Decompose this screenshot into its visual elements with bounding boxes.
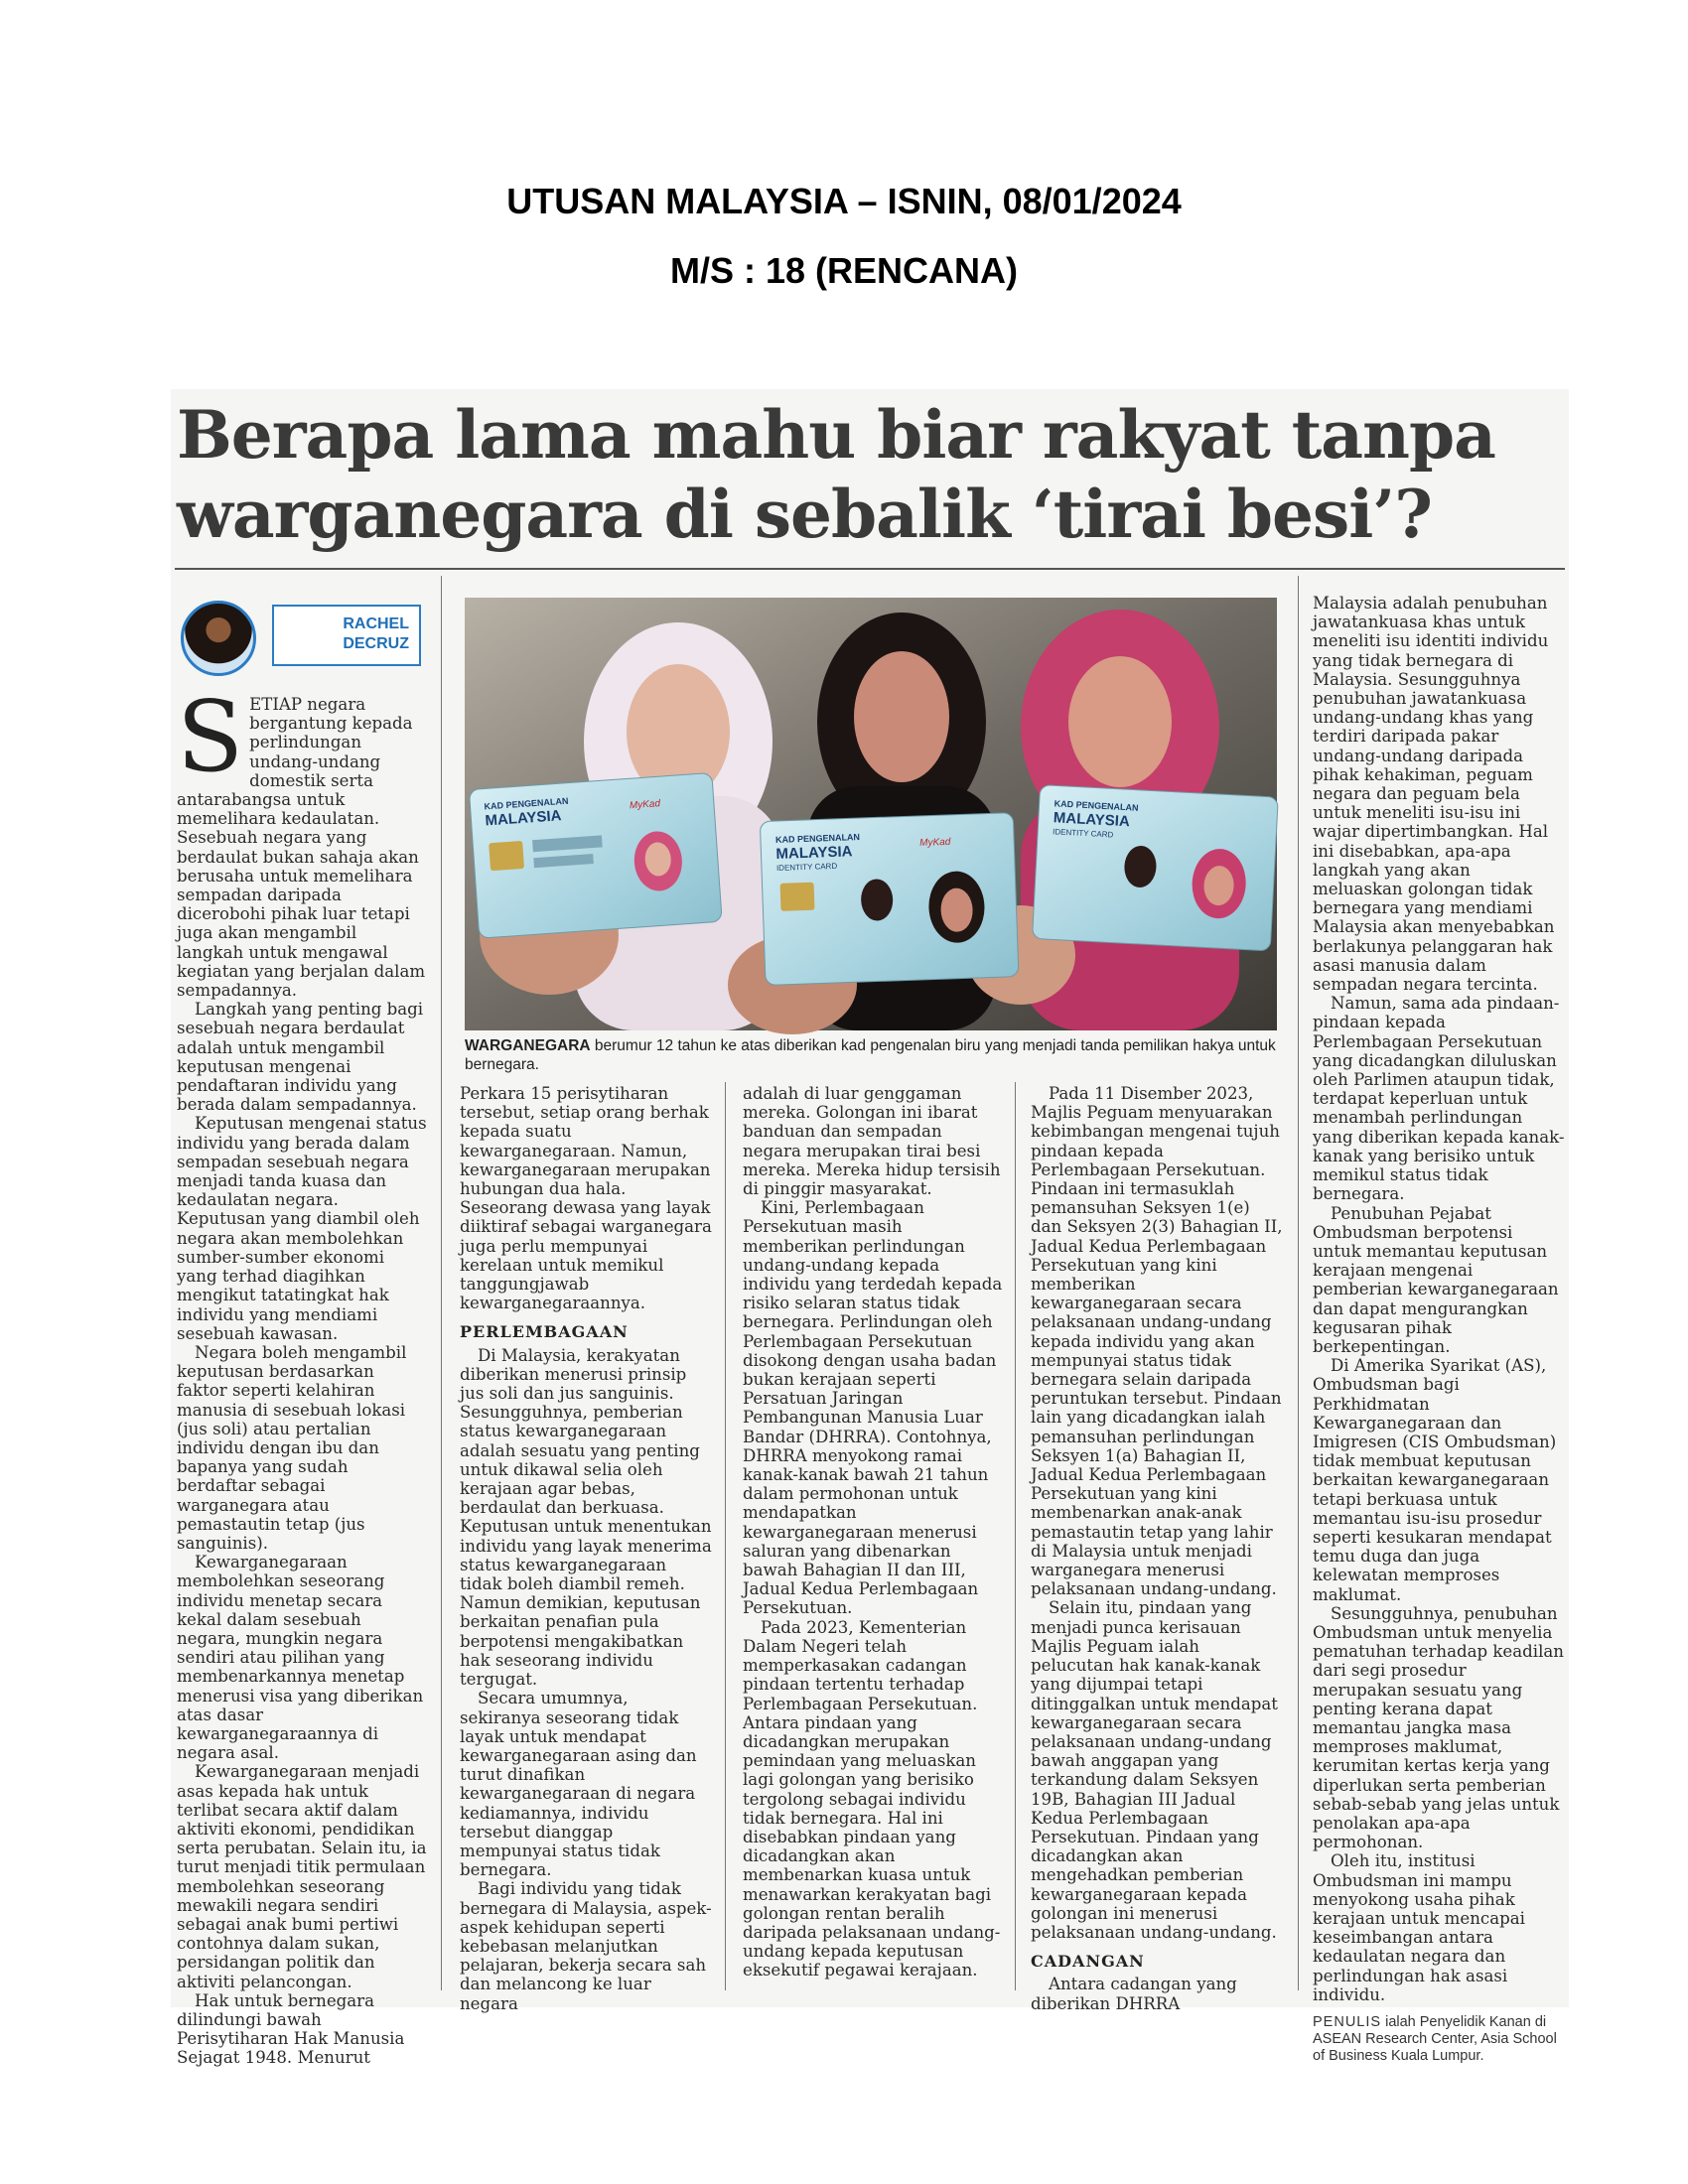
paragraph: Kini, Perlembagaan Persekutuan masih memberikan perlindungan undang-undang kepada individu yang terdedah kepada risiko selaran status tidak bernegara. Perlindungan oleh Perlembagaan Persekutuan disokong dengan usaha badan bukan kerajaan seperti Persatuan Jaringan Pembangunan Manusia Luar Bandar (DHRRA). Contohnya, DHRRA menyokong ramai kanak-kanak bawah 21 tahun dalam permohonan untuk mendapatkan kewarganegaraan menerusi saluran yang dibenarkan bawah Bahagian II dan III, Jadual Kedua Perlembagaan Persekutuan. (743, 1198, 1003, 1618)
column-rule (1298, 576, 1299, 1990)
paragraph: Pada 11 Disember 2023, Majlis Peguam menyuarakan kebimbangan mengenai tujuh pindaan kepada Perlembagaan Persekutuan. Pindaan ini termasuklah pemansuhan Seksyen 1(e) dan Seksyen 2(3) Bahagian II, Jadual Kedua Perlembagaan Persekutuan yang kini memberikan kewarganegaraan secara pelaksanaan undang-undang kepada individu yang akan mempunyai status tidak bernegara selain daripada peruntukan tersebut. Pindaan lain yang dicadangkan ialah pemansuhan perlindungan Seksyen 1(a) Bahagian II, Jadual Kedua Perlembagaan Persekutuan yang kini membenarkan anak-anak pemastautin tetap yang lahir di Malaysia untuk menjadi warganegara menerusi pelaksanaan undang-undang. (1031, 1084, 1283, 1599)
author-name-box (272, 605, 421, 666)
paragraph: adalah di luar genggaman mereka. Golongan ini ibarat banduan dan sempadan negara merupakan tirai besi mereka. Mereka hidup tersisih di pinggir masyarakat. (743, 1084, 1001, 1199)
paragraph: Oleh itu, institusi Ombudsman ini mampu menyokong usaha pihak kerajaan untuk mencapai keseimbangan antara kedaulatan negara dan perlindungan hak asasi individu. (1313, 1851, 1525, 2004)
paragraph: Langkah yang penting bagi sesebuah negara berdaulat adalah untuk mengambil keputusan mengenai pendaftaran individu yang berada dalam sempadannya. (177, 1000, 424, 1115)
paragraph: Kewarganegaraan menjadi asas kepada hak untuk terlibat secara aktif dalam aktiviti ekonomi, pendidikan serta perubatan. Selain itu, ia turut menjadi titik permulaan membolehkan seseorang mewakili negara sendiri sebagai anak bumi pertiwi contohnya dalam sukan, persidangan politik dan aktiviti pelancongan. (177, 1762, 427, 1991)
paragraph: Pada 2023, Kementerian Dalam Negeri telah memperkasakan cadangan pindaan tertentu terhadap Perlembagaan Persekutuan. Antara pindaan yang dicadangkan merupakan pemindaan yang meluaskan lagi golongan yang berisiko tergolong sebagai individu tidak bernegara. Hal ini disebabkan pindaan yang dicadangkan akan membenarkan kuasa untuk menawarkan kerakyatan bagi golongan rentan beralih daripada pelaksanaan undang-undang kepada keputusan eksekutif pegawai kerajaan. (743, 1617, 1001, 1980)
author-byline (179, 599, 421, 676)
paragraph: Secara umumnya, sekiranya seseorang tidak layak untuk mendapat kewarganegaraan asing dan turut dinafikan kewarganegaraan di negara kediamannya, individu tersebut dianggap mempunyai status tidak bernegara. (460, 1689, 697, 1880)
svg-text:KAD PENGENALAN: KAD PENGENALAN (484, 795, 569, 812)
article-column-4 (1031, 1084, 1285, 2013)
svg-text:IDENTITY CARD: IDENTITY CARD (1052, 827, 1114, 840)
paragraph: Malaysia adalah penubuhan jawatankuasa khas untuk meneliti isu identiti individu yang tidak bernegara di Malaysia. Sesungguhnya penubuhan jawatankuasa undang-undang khas yang terdiri daripada pakar undang-undang daripada pihak kehakiman, peguam negara dan peguam bela untuk meneliti isu-isu ini wajar dipertimbangkan. Hal ini disebabkan, apa-apa langkah yang akan meluaskan golongan tidak bernegara yang mendiami Malaysia akan menyebabkan berlakunya pelanggaran hak asasi manusia dalam sempadan negara tercinta. (1313, 594, 1555, 995)
section-heading: CADANGAN (1031, 1952, 1145, 1972)
svg-text:KAD PENGENALAN: KAD PENGENALAN (774, 832, 861, 845)
article-column-5 (1313, 594, 1565, 2065)
paragraph: ETIAP negara bergantung kepada perlindungan undang-undang domestik serta antarabangsa untuk memelihara kedaulatan. Sesebuah negara yang berdaulat bukan sahaja akan berusaha untuk memelihara sempadan daripada dicerobohi pihak luar tetapi juga akan mengambil langkah untuk mengawal kegiatan yang berjalan dalam sempadannya. (177, 695, 426, 1001)
svg-text:MALAYSIA: MALAYSIA (485, 807, 562, 830)
paragraph: Negara boleh mengambil keputusan berdasarkan faktor seperti kelahiran manusia di sesebuah lokasi (jus soli) atau pertalian individu dengan ibu dan bapanya yang sudah berdaftar sebagai warganegara atau pemastautin tetap (jus sanguinis). (177, 1342, 407, 1553)
article-column-1 (177, 681, 427, 2068)
svg-text:MyKad: MyKad (629, 798, 661, 812)
article-column-2 (460, 1084, 713, 2013)
headline-line-2: warganegara di sebalik ‘tirai besi’? (177, 476, 1432, 553)
identity-card-1 (469, 772, 722, 938)
identity-card-2 (760, 813, 1019, 986)
svg-text:MyKad: MyKad (919, 836, 951, 849)
paragraph: Di Amerika Syarikat (AS), Ombudsman bagi Perkhidmatan Kewarganegaraan dan Imigresen (CIS Ombudsman) tidak membuat keputusan berkaitan kewarganegaraan tetapi berkuasa untuk memantau isu-isu prosedur seperti kesukaran mendapat temu duga dan juga kelewatan memproses maklumat. (1313, 1356, 1557, 1604)
paragraph: Keputusan mengenai status individu yang berada dalam sempadan sesebuah negara menjadi tanda kuasa dan kedaulatan negara. Keputusan yang diambil oleh negara akan membolehkan sumber-sumber ekonomi yang terhad diagihkan mengikut tatatingkat hak individu yang mendiami sesebuah kawasan. (177, 1114, 427, 1343)
author-avatar (181, 601, 256, 676)
paragraph: Bagi individu yang tidak bernegara di Malaysia, aspek-aspek kehidupan seperti kebebasan melanjutkan pelajaran, bekerja secara sah dan melancong ke luar negara (460, 1879, 712, 2013)
identity-card-3 (1033, 785, 1279, 951)
caption-lead: WARGANEGARA (465, 1037, 591, 1054)
column-rule (1015, 1082, 1016, 1990)
article-photo (465, 598, 1277, 1030)
svg-text:MALAYSIA: MALAYSIA (1053, 809, 1131, 831)
author-note (1313, 2014, 1565, 2065)
photo-caption (465, 1036, 1277, 1074)
masthead-page: M/S : 18 (RENCANA) (669, 250, 1018, 291)
paragraph: Perkara 15 perisytiharan tersebut, setiap orang berhak kepada suatu kewarganegaraan. Namun, kewarganegaraan merupakan hubungan dua hala. Seseorang dewasa yang layak diiktiraf sebagai warganegara juga perlu mempunyai kerelaan untuk memikul tanggungjawab kewarganegaraannya. (460, 1084, 712, 1313)
author-name: RACHEL DECRUZ (343, 615, 409, 652)
section-heading: PERLEMBAGAAN (460, 1322, 629, 1342)
svg-text:IDENTITY CARD: IDENTITY CARD (775, 861, 838, 873)
paragraph: Hak untuk bernegara dilindungi bawah Perisytiharan Hak Manusia Sejagat 1948. Menurut (177, 1990, 405, 2068)
paragraph: Di Malaysia, kerakyatan diberikan menerusi prinsip jus soli dan jus sanguinis. Sesungguhnya, pemberian status kewarganegaraan adalah sesuatu yang penting untuk dikawal selia oleh kerajaan agar bebas, berdaulat dan berkuasa. Keputusan untuk menentukan individu yang layak menerima status kewarganegaraan tidak boleh diambil remeh. Namun demikian, keputusan berkaitan penafian pula berpotensi mengakibatkan hak seseorang individu tergugat. (460, 1345, 712, 1690)
masthead-title: UTUSAN MALAYSIA – ISNIN, 08/01/2024 (506, 181, 1182, 221)
column-rule (441, 576, 442, 1990)
svg-text:KAD PENGENALAN: KAD PENGENALAN (1054, 798, 1139, 813)
svg-text:MALAYSIA: MALAYSIA (775, 843, 853, 863)
column-rule (725, 1082, 726, 1990)
caption-text: berumur 12 tahun ke atas diberikan kad pengenalan biru yang menjadi tanda pemilikan hakya untuk bernegara. (465, 1037, 1276, 1073)
author-note-text: ialah Penyelidik Kanan di ASEAN Research Center, Asia School of Business Kuala Lumpur. (1313, 2014, 1557, 2065)
article-column-3 (743, 1084, 1003, 1990)
headline-rule (175, 568, 1565, 570)
paragraph: Penubuhan Pejabat Ombudsman berpotensi untuk memantau keputusan kerajaan mengenai pemberian kewarganegaraan dan dapat mengurangkan kegusaran pihak berkepentingan. (1313, 1203, 1559, 1356)
headline-line-1: Berapa lama mahu biar rakyat tanpa (177, 396, 1495, 474)
drop-cap: S (177, 681, 244, 794)
paragraph: Namun, sama ada pindaan-pindaan kepada Perlembagaan Persekutuan yang dicadangkan diluluskan oleh Parlimen ataupun tidak, terdapat keperluan untuk menambah perlindungan yang diberikan kepada kanak-kanak yang berisiko untuk memikul status tidak bernegara. (1313, 994, 1565, 1204)
identity-card-photo-illustration (465, 598, 1277, 1030)
paragraph: Sesungguhnya, penubuhan Ombudsman untuk menyelia pematuhan terhadap keadilan dari segi prosedur merupakan sesuatu yang penting kerana dapat memantau jangka masa memproses maklumat, kerumitan kertas kerja yang diperlukan serta pemberian sebab-sebab yang jelas untuk penolakan apa-apa permohonan. (1313, 1603, 1564, 1852)
paragraph: Kewarganegaraan membolehkan seseorang individu menetap secara kekal dalam sesebuah negara, mungkin negara sendiri atau pilihan yang membenarkannya menetap menerusi visa yang diberikan atas dasar kewarganegaraannya di negara asal. (177, 1553, 424, 1763)
paragraph: Antara cadangan yang diberikan DHRRA (1031, 1975, 1237, 2013)
author-note-lead: PENULIS (1313, 2014, 1382, 2031)
paragraph: Selain itu, pindaan yang menjadi punca kerisauan Majlis Peguam ialah pelucutan hak kanak-kanak yang dijumpai tetapi ditinggalkan untuk mendapat kewarganegaraan secara pelaksanaan undang-undang bawah anggapan yang terkandung dalam Seksyen 19B, Bahagian III Jadual Kedua Perlembagaan Persekutuan. Pindaan yang dicadangkan akan mengehadkan pemberian kewarganegaraan kepada golongan ini menerusi pelaksanaan undang-undang. (1031, 1598, 1278, 1942)
